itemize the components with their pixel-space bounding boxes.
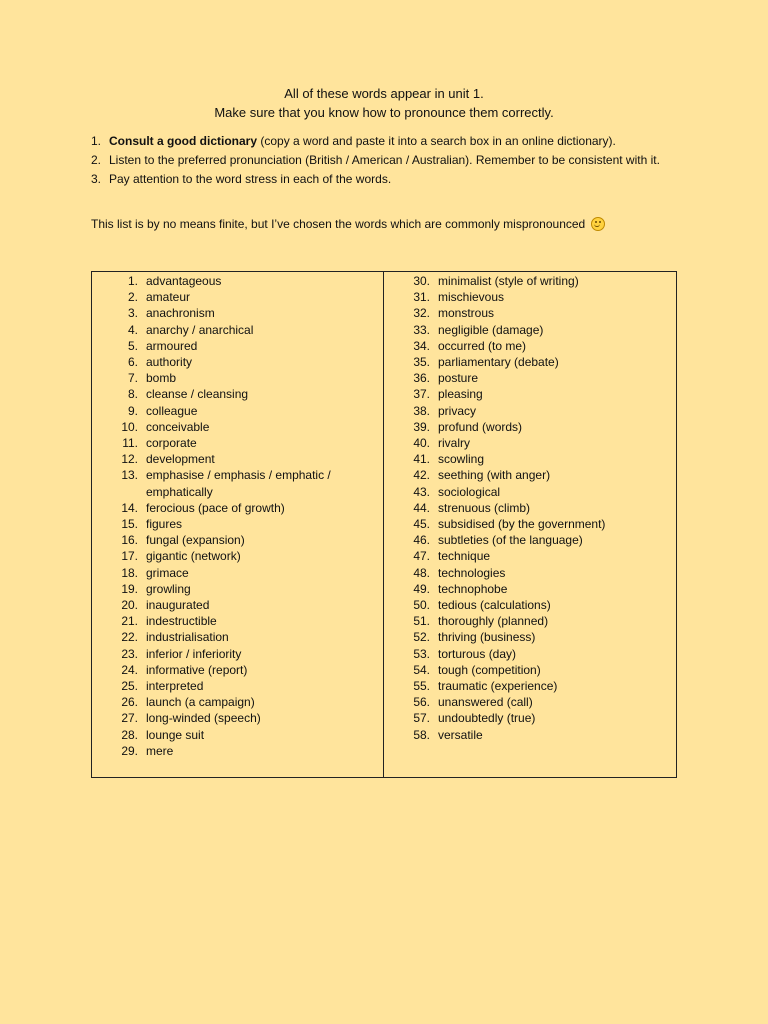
word-number: 33. bbox=[413, 322, 430, 337]
word-text: gigantic (network) bbox=[146, 549, 241, 564]
header-line-1: All of these words appear in unit 1. bbox=[284, 86, 484, 101]
word-text: figures bbox=[146, 517, 183, 532]
word-number: 50. bbox=[413, 598, 430, 613]
note-text bbox=[91, 215, 691, 233]
word-number: 28. bbox=[121, 727, 138, 742]
word-number: 37. bbox=[413, 387, 430, 402]
word-item bbox=[92, 678, 383, 694]
word-number: 25. bbox=[121, 679, 138, 694]
word-text: subsidised (by the government) bbox=[438, 517, 606, 532]
word-number: 30. bbox=[413, 274, 430, 288]
word-item bbox=[92, 613, 383, 629]
word-item bbox=[384, 322, 676, 338]
smiling-face-icon bbox=[591, 217, 605, 231]
word-number: 39. bbox=[413, 419, 430, 434]
instruction-number: 2. bbox=[91, 153, 102, 167]
instruction-text: Listen to the preferred pronunciation (British / American / Australian). Remember to be consistent with it. bbox=[109, 153, 660, 167]
word-number: 15. bbox=[121, 517, 138, 532]
word-number: 48. bbox=[413, 565, 430, 580]
word-number: 52. bbox=[413, 630, 430, 645]
word-number: 11. bbox=[122, 436, 138, 451]
word-text: conceivable bbox=[146, 419, 210, 434]
word-text: technique bbox=[438, 549, 491, 564]
word-text: armoured bbox=[146, 338, 198, 353]
word-item bbox=[92, 646, 383, 662]
word-item bbox=[92, 694, 383, 710]
word-text: mischievous bbox=[438, 290, 505, 305]
word-number: 54. bbox=[413, 662, 430, 677]
word-number: 17. bbox=[121, 549, 138, 564]
word-text: sociological bbox=[438, 484, 501, 499]
word-number: 10. bbox=[121, 419, 138, 434]
word-number: 23. bbox=[121, 646, 138, 661]
instruction-item bbox=[91, 151, 681, 169]
word-item bbox=[92, 435, 383, 451]
word-number: 6. bbox=[127, 355, 138, 370]
word-text: traumatic (experience) bbox=[438, 679, 558, 694]
word-number: 29. bbox=[121, 743, 138, 758]
word-number: 45. bbox=[413, 517, 430, 532]
word-item bbox=[384, 565, 676, 581]
word-number: 1. bbox=[127, 274, 138, 288]
word-item bbox=[92, 467, 383, 499]
word-text: authority bbox=[146, 355, 193, 370]
word-item bbox=[92, 370, 383, 386]
word-number: 16. bbox=[121, 533, 138, 548]
instruction-list bbox=[91, 132, 681, 189]
word-list-left bbox=[92, 273, 383, 759]
word-item bbox=[92, 662, 383, 678]
word-item bbox=[92, 354, 383, 370]
word-item bbox=[92, 743, 383, 759]
word-item bbox=[384, 694, 676, 710]
word-number: 58. bbox=[413, 727, 430, 742]
word-item bbox=[384, 451, 676, 467]
word-text: corporate bbox=[146, 436, 197, 451]
word-item bbox=[384, 613, 676, 629]
word-number: 49. bbox=[413, 581, 430, 596]
word-number: 44. bbox=[413, 500, 430, 515]
word-text: pleasing bbox=[438, 387, 483, 402]
word-number: 13. bbox=[121, 468, 138, 483]
word-item bbox=[384, 305, 676, 321]
instruction-text: Pay attention to the word stress in each of the words. bbox=[109, 172, 392, 186]
word-number: 27. bbox=[121, 711, 138, 726]
word-item bbox=[384, 532, 676, 548]
word-number: 12. bbox=[121, 452, 138, 467]
word-text: thriving (business) bbox=[438, 630, 536, 645]
word-item bbox=[92, 597, 383, 613]
instruction-bold: Consult a good dictionary bbox=[109, 134, 258, 148]
word-text: fungal (expansion) bbox=[146, 533, 245, 548]
word-text: colleague bbox=[146, 403, 198, 418]
word-text: privacy bbox=[438, 403, 477, 418]
word-number: 22. bbox=[121, 630, 138, 645]
word-text: posture bbox=[438, 371, 479, 386]
word-item bbox=[384, 419, 676, 435]
word-item bbox=[92, 727, 383, 743]
instruction-item bbox=[91, 170, 681, 188]
word-item bbox=[384, 338, 676, 354]
word-item bbox=[384, 354, 676, 370]
word-text: unanswered (call) bbox=[438, 695, 533, 710]
word-item bbox=[92, 338, 383, 354]
word-text: emphasise / emphasis / emphatic / emphatically bbox=[146, 468, 331, 499]
word-text: technologies bbox=[438, 565, 506, 580]
word-text: subtleties (of the language) bbox=[438, 533, 583, 548]
word-number: 14. bbox=[121, 500, 138, 515]
word-text: rivalry bbox=[438, 436, 470, 451]
word-text: bomb bbox=[146, 371, 177, 386]
word-text: ferocious (pace of growth) bbox=[146, 500, 285, 515]
word-item bbox=[384, 403, 676, 419]
word-item bbox=[384, 629, 676, 645]
word-number: 57. bbox=[413, 711, 430, 726]
word-text: indestructible bbox=[146, 614, 217, 629]
word-column-right bbox=[384, 272, 676, 777]
instruction-item bbox=[91, 132, 681, 150]
word-text: growling bbox=[146, 581, 191, 596]
document-header bbox=[0, 84, 768, 122]
word-number: 56. bbox=[413, 695, 430, 710]
word-text: advantageous bbox=[146, 274, 222, 288]
word-text: amateur bbox=[146, 290, 191, 305]
word-number: 19. bbox=[121, 581, 138, 596]
word-item bbox=[384, 581, 676, 597]
note-sentence: This list is by no means finite, but I’ve chosen the words which are commonly mispronounced bbox=[91, 217, 586, 231]
word-item bbox=[92, 532, 383, 548]
word-text: minimalist (style of writing) bbox=[438, 274, 579, 288]
word-column-left bbox=[92, 272, 384, 777]
word-item bbox=[92, 273, 383, 289]
word-text: undoubtedly (true) bbox=[438, 711, 536, 726]
word-list-right bbox=[384, 273, 676, 743]
word-text: tough (competition) bbox=[438, 662, 541, 677]
word-text: technophobe bbox=[438, 581, 508, 596]
word-table bbox=[91, 271, 677, 778]
word-text: long-winded (speech) bbox=[146, 711, 261, 726]
word-text: industrialisation bbox=[146, 630, 229, 645]
word-item bbox=[384, 646, 676, 662]
word-item bbox=[384, 597, 676, 613]
word-number: 2. bbox=[127, 290, 138, 305]
word-number: 18. bbox=[121, 565, 138, 580]
word-text: tedious (calculations) bbox=[438, 598, 551, 613]
word-item bbox=[92, 305, 383, 321]
word-text: thoroughly (planned) bbox=[438, 614, 549, 629]
word-text: profund (words) bbox=[438, 419, 523, 434]
word-item bbox=[384, 370, 676, 386]
word-text: seething (with anger) bbox=[438, 468, 551, 483]
word-text: launch (a campaign) bbox=[146, 695, 255, 710]
word-number: 47. bbox=[413, 549, 430, 564]
word-number: 4. bbox=[127, 322, 138, 337]
word-item bbox=[92, 322, 383, 338]
word-text: scowling bbox=[438, 452, 485, 467]
word-number: 38. bbox=[413, 403, 430, 418]
word-item bbox=[384, 467, 676, 483]
word-item bbox=[92, 629, 383, 645]
word-number: 36. bbox=[413, 371, 430, 386]
word-text: negligible (damage) bbox=[438, 322, 544, 337]
word-item bbox=[384, 386, 676, 402]
word-text: monstrous bbox=[438, 306, 495, 321]
word-item bbox=[384, 484, 676, 500]
word-item bbox=[384, 727, 676, 743]
word-text: strenuous (climb) bbox=[438, 500, 531, 515]
word-number: 43. bbox=[413, 484, 430, 499]
word-number: 34. bbox=[413, 338, 430, 353]
word-text: informative (report) bbox=[146, 662, 248, 677]
word-number: 42. bbox=[413, 468, 430, 483]
word-text: interpreted bbox=[146, 679, 204, 694]
word-number: 51. bbox=[413, 614, 430, 629]
word-item bbox=[384, 289, 676, 305]
word-text: lounge suit bbox=[146, 727, 205, 742]
word-item bbox=[92, 386, 383, 402]
word-number: 40. bbox=[413, 436, 430, 451]
word-item bbox=[92, 403, 383, 419]
word-text: inaugurated bbox=[146, 598, 210, 613]
word-text: mere bbox=[146, 743, 174, 758]
word-text: torturous (day) bbox=[438, 646, 517, 661]
instruction-number: 3. bbox=[91, 172, 102, 186]
word-item bbox=[384, 662, 676, 678]
word-item bbox=[384, 678, 676, 694]
word-number: 8. bbox=[127, 387, 138, 402]
word-item bbox=[384, 710, 676, 726]
word-item bbox=[384, 516, 676, 532]
word-number: 9. bbox=[127, 403, 138, 418]
word-item bbox=[384, 548, 676, 564]
word-text: anarchy / anarchical bbox=[146, 322, 254, 337]
word-number: 41. bbox=[413, 452, 430, 467]
word-text: anachronism bbox=[146, 306, 215, 321]
word-item bbox=[92, 516, 383, 532]
word-number: 32. bbox=[413, 306, 430, 321]
word-item bbox=[92, 565, 383, 581]
word-number: 7. bbox=[127, 371, 138, 386]
word-number: 46. bbox=[413, 533, 430, 548]
word-item bbox=[92, 451, 383, 467]
word-number: 26. bbox=[121, 695, 138, 710]
word-item bbox=[384, 435, 676, 451]
word-item bbox=[92, 548, 383, 564]
word-text: cleanse / cleansing bbox=[146, 387, 249, 402]
word-item bbox=[92, 289, 383, 305]
word-item bbox=[384, 500, 676, 516]
word-number: 20. bbox=[121, 598, 138, 613]
word-number: 5. bbox=[127, 338, 138, 353]
header-line-2: Make sure that you know how to pronounce them correctly. bbox=[214, 105, 554, 120]
word-number: 24. bbox=[121, 662, 138, 677]
word-number: 55. bbox=[413, 679, 430, 694]
word-text: parliamentary (debate) bbox=[438, 355, 559, 370]
word-text: grimace bbox=[146, 565, 189, 580]
word-number: 53. bbox=[413, 646, 430, 661]
word-text: occurred (to me) bbox=[438, 338, 527, 353]
word-item bbox=[92, 710, 383, 726]
word-item bbox=[92, 581, 383, 597]
word-number: 31. bbox=[413, 290, 430, 305]
word-item bbox=[92, 500, 383, 516]
word-text: inferior / inferiority bbox=[146, 646, 242, 661]
word-text: versatile bbox=[438, 727, 483, 742]
word-number: 35. bbox=[413, 355, 430, 370]
word-item bbox=[384, 273, 676, 289]
word-number: 21. bbox=[121, 614, 138, 629]
instruction-text: (copy a word and paste it into a search box in an online dictionary). bbox=[257, 134, 616, 148]
word-number: 3. bbox=[127, 306, 138, 321]
word-item bbox=[92, 419, 383, 435]
word-text: development bbox=[146, 452, 215, 467]
instruction-number: 1. bbox=[91, 134, 102, 148]
